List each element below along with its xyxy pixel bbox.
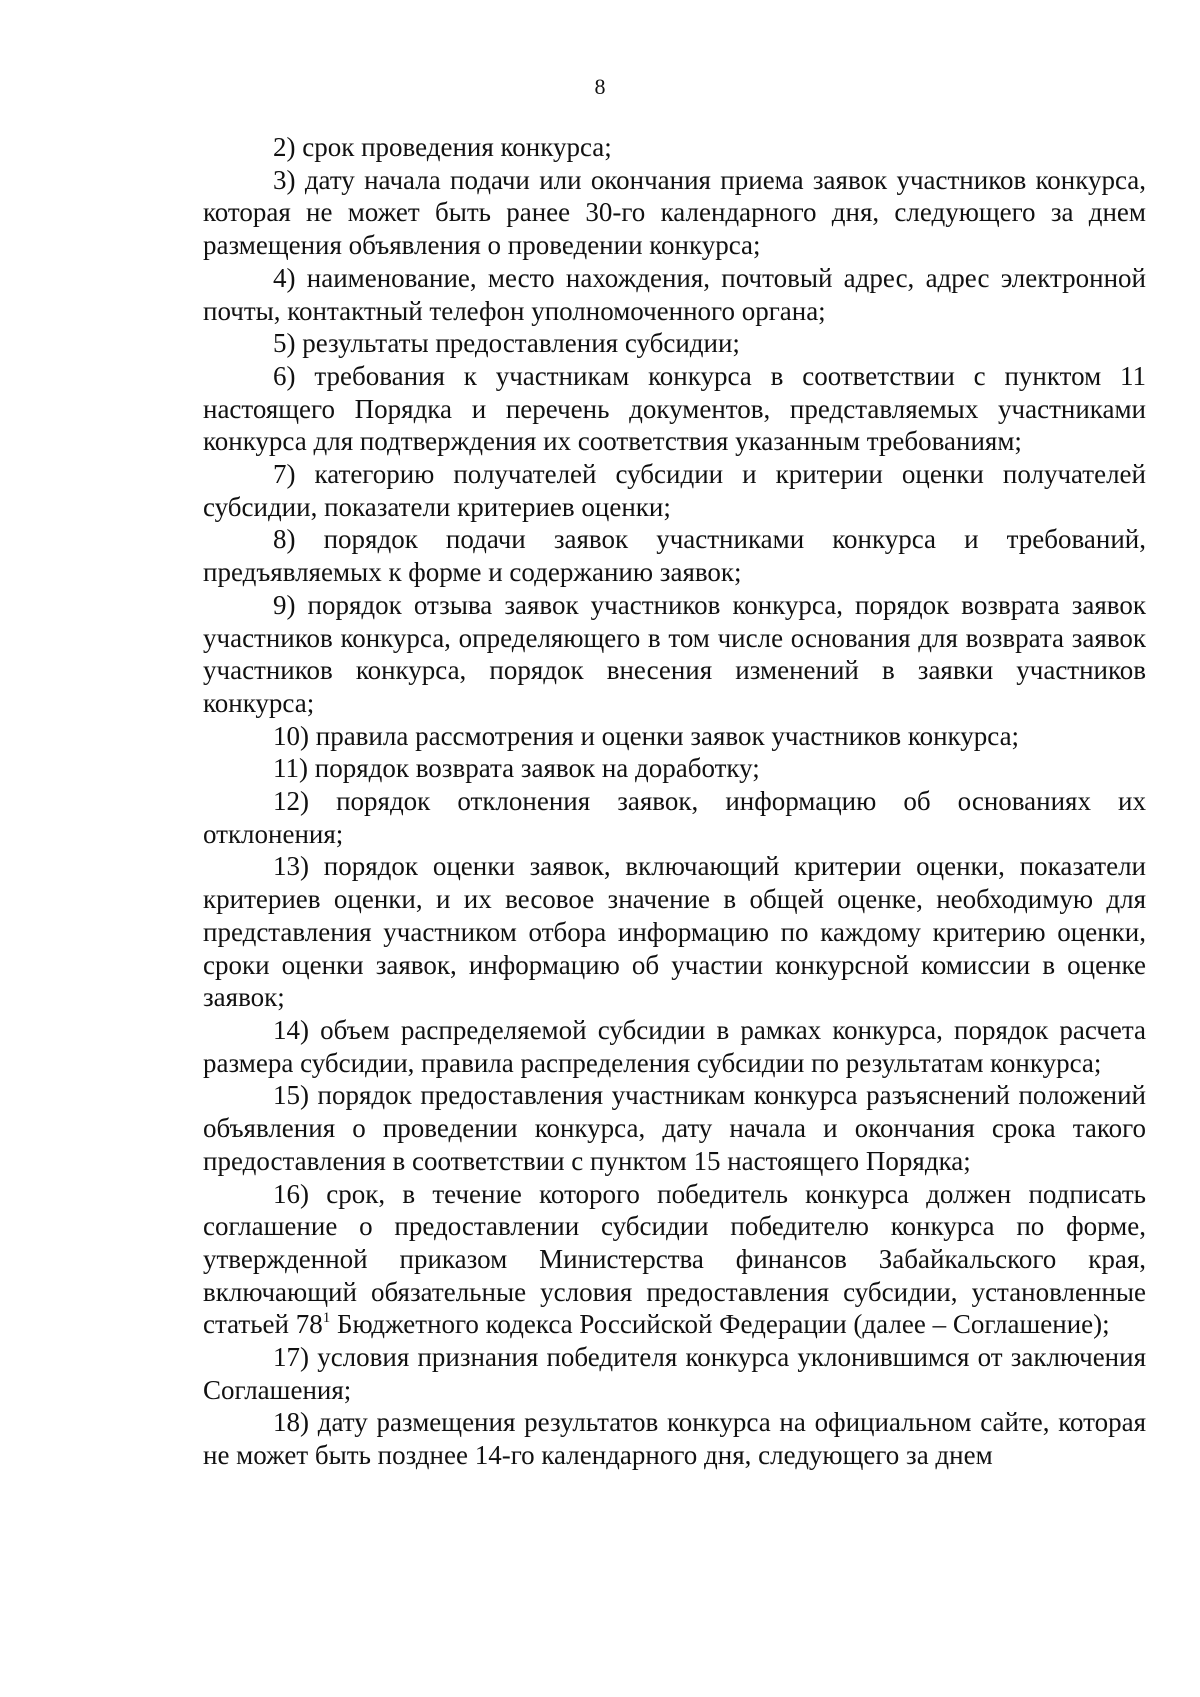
list-item: 14) объем распределяемой субсидии в рамках конкурса, порядок расчета размера субсидии, правила распределения субсидии по результатам конкурса; [203, 1014, 1146, 1078]
list-item: 6) требования к участникам конкурса в соответствии с пунктом 11 настоящего Порядка и перечень документов, представляемых участниками конкурса для подтверждения их соответствия указанным требованиям; [203, 360, 1146, 457]
list-item-16-text: 16) срок, в течение которого победитель конкурса должен подписать соглашение о предоставлении субсидии победителю конкурса по форме, утвержденной приказом Министерства финансов Забайкальского края, включающий обязательные условия предоставления субсидии, установленные статьей 78 [203, 1178, 1146, 1340]
list-item: 8) порядок подачи заявок участниками конкурса и требований, предъявляемых к форме и содержанию заявок; [203, 524, 1146, 588]
list-item: 18) дату размещения результатов конкурса на официальном сайте, которая не может быть позднее 14-го календарного дня, следующего за днем [203, 1407, 1146, 1471]
list-item: 11) порядок возврата заявок на доработку; [273, 753, 760, 784]
page-number: 8 [594, 74, 606, 99]
list-item: 4) наименование, место нахождения, почтовый адрес, адрес электронной почты, контактный телефон уполномоченного органа; [203, 262, 1146, 326]
list-item-16-text-end: Бюджетного кодекса Российской Федерации (далее – Соглашение); [330, 1309, 1110, 1340]
list-item: 7) категорию получателей субсидии и критерии оценки получателей субсидии, показатели критериев оценки; [203, 459, 1146, 522]
list-item: 10) правила рассмотрения и оценки заявок участников конкурса; [273, 720, 1020, 751]
list-item: 5) результаты предоставления субсидии; [273, 328, 740, 359]
list-item: 12) порядок отклонения заявок, информацию об основаниях их отклонения; [203, 786, 1146, 849]
list-item: 13) порядок оценки заявок, включающий критерии оценки, показатели критериев оценки, и их весовое значение в общей оценке, необходимую для представления участником отбора информацию по каждому критерию оценки, сроки оценки заявок, информацию об участии конкурсной комиссии в оценке заявок; [203, 851, 1146, 1013]
superscript: 1 [322, 1310, 331, 1327]
document-body [203, 131, 1146, 1472]
list-item: 3) дату начала подачи или окончания приема заявок участников конкурса, которая не может быть ранее 30-го календарного дня, следующего за днем размещения объявления о проведении конкурса; [203, 164, 1146, 261]
list-item: 9) порядок отзыва заявок участников конкурса, порядок возврата заявок участников конкурса, определяющего в том числе основания для возврата заявок участников конкурса, порядок внесения изменений в заявки участников конкурса; [203, 589, 1146, 718]
list-item: 15) порядок предоставления участникам конкурса разъяснений положений объявления о проведении конкурса, дату начала и окончания срока такого предоставления в соответствии с пунктом 15 настоящего Порядка; [203, 1080, 1146, 1176]
list-item: 2) срок проведения конкурса; [273, 132, 612, 162]
list-item: 17) условия признания победителя конкурса уклонившимся от заключения Соглашения; [203, 1342, 1146, 1405]
list-item-16 [203, 1178, 1146, 1342]
